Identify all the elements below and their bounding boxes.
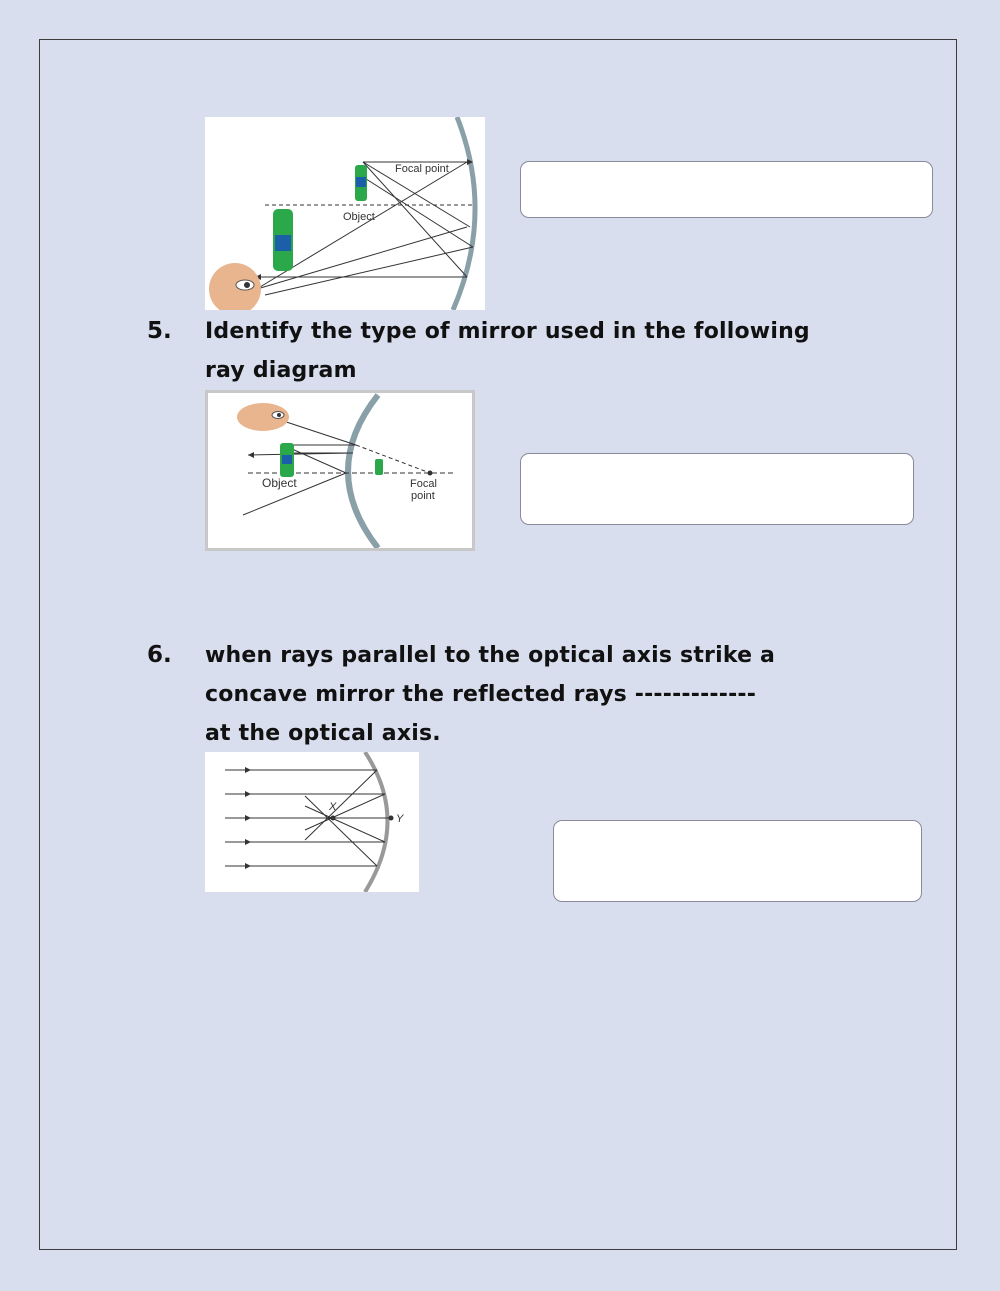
answer-box-2[interactable]: [520, 453, 914, 525]
answer-box-1[interactable]: [520, 161, 933, 218]
object-label: Object: [262, 476, 297, 490]
point-label: point: [411, 490, 435, 502]
question-6-text: [205, 636, 775, 753]
y-label: Y: [396, 813, 404, 825]
virtual-image-bottle: [375, 459, 383, 475]
mirror-arc: [348, 395, 378, 548]
question-6-number: 6.: [147, 642, 172, 668]
x-label: X: [329, 801, 337, 813]
parallel-rays-diagram: [205, 752, 419, 892]
focal-label: Focal: [410, 478, 437, 490]
concave-mirror-diagram: [205, 117, 485, 310]
question-6-line-2: concave mirror the reflected rays -------------: [205, 682, 757, 707]
question-5-line-2: ray diagram: [205, 358, 357, 383]
question-6-line-3: at the optical axis.: [205, 721, 441, 746]
answer-box-3[interactable]: [553, 820, 922, 902]
object-label: Object: [343, 211, 375, 223]
focal-point-label: Focal point: [395, 163, 449, 175]
question-5-text: [205, 312, 810, 390]
mirror-arc: [453, 117, 475, 310]
mirror-arc: [365, 752, 388, 892]
convex-mirror-diagram: [205, 390, 475, 551]
question-6-line-1: when rays parallel to the optical axis strike a: [205, 643, 776, 668]
question-5-number: 5.: [147, 318, 172, 344]
question-5-line-1: Identify the type of mirror used in the following: [205, 319, 810, 344]
